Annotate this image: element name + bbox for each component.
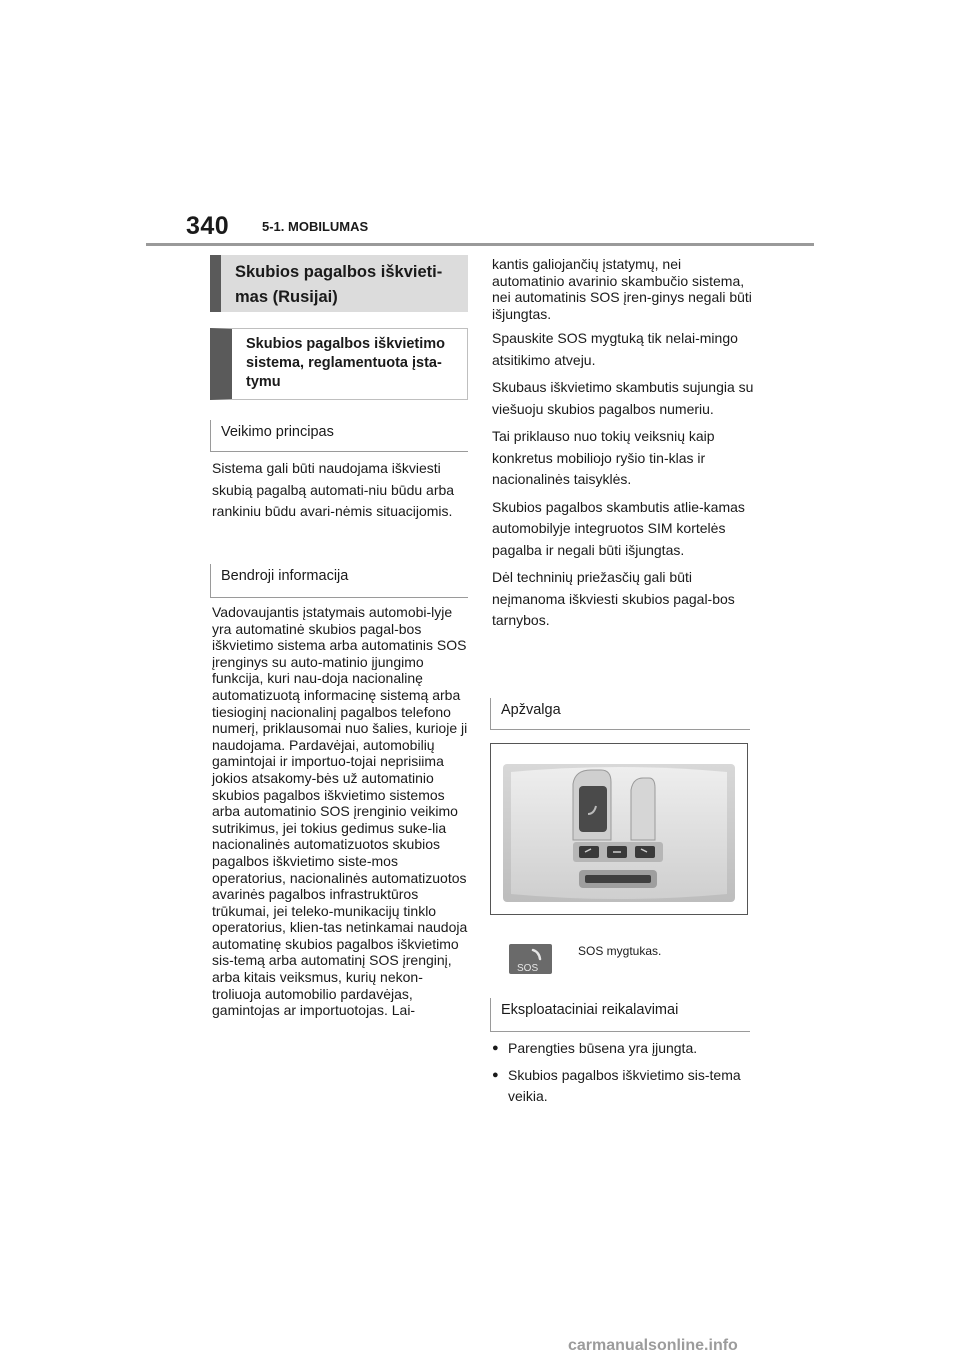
figure-caption: SOS mygtukas.: [578, 944, 662, 958]
paragraph-continued: kantis galiojančių įstatymų, nei automatinio avarinio skambučio sistema, nei automatinis SOS įren-ginys negali būti išjungtas.: [492, 256, 752, 322]
subheading-overview: Apžvalga: [490, 698, 750, 730]
requirements-list: [492, 1038, 754, 1113]
list-item: ● Parengties būsena yra įjungta.: [492, 1038, 754, 1060]
sos-icon-label: SOS: [517, 963, 539, 974]
paragraph-general-info: Vadovaujantis įstatymais automobi-lyje yra automatinė skubios pagal-bos iškvietimo sistema arba automatinis SOS įrenginys su auto-matinio įjungimo funkcija, kuri nau-doja nacionalinę automatizuotą informacinę sistemą arba tiesioginį nacionalinį pagalbos telefono numerį, priklausomai nuo šalies, kurioje ji naudojama. Pardavėjai, automobilių gamintojai ir importuo-tojai neprisiima jokios atsakomy-bės už automatinio skubios pagalbos iškvietimo sistemos arba automatinio SOS įrenginio veikimo sutrikimus, jei tokius gedimus suke-lia nacionalinės automatizuotos skubios pagalbos iškvietimo siste-mos operatorius, nacionalinės automatizuotos avarinės pagalbos infrastruktūros trūkumai, jei teleko-munikacijų tinklo operatorius, klien-tas netinkamai naudoja automatinę skubios pagalbos iškvietimo sis-temą arba automatinį SOS įrenginį, arba kitais veiksmus, kurių nekon-troliuoja automobilio pardavėjas, gamintojas ar importuotojas. Lai-: [212, 604, 468, 1019]
overhead-console-illustration: [491, 744, 747, 914]
right-column-text: [492, 256, 754, 638]
phone-icon: [509, 944, 552, 974]
subheading-principle: Veikimo principas: [210, 420, 468, 452]
paragraph-depends: Tai priklauso nuo tokių veiksnių kaip konkretus mobiliojo ryšio tin-klas ir nacionalinės taisyklės.: [492, 428, 715, 488]
overhead-console-figure: [490, 743, 748, 915]
section-heading: Skubios pagalbos iškvieti-mas (Rusijai): [210, 255, 468, 312]
header-rule: [146, 243, 814, 246]
paragraph-technical: Dėl techninių priežasčių gali būti neįmanoma iškviesti skubios pagal-bos tarnybos.: [492, 569, 735, 629]
subheading-general-info: Bendroji informacija: [210, 564, 468, 598]
paragraph-sos-press: Spauskite SOS mygtuką tik nelai-mingo atsitikimo atveju.: [492, 330, 738, 368]
sos-button-icon: [509, 944, 552, 974]
section-label: 5-1. MOBILUMAS: [262, 219, 369, 234]
list-item: ● Skubios pagalbos iškvietimo sis-tema veikia.: [492, 1065, 754, 1108]
paragraph-principle: Sistema gali būti naudojama iškviesti skubią pagalbą automati-niu būdu arba rankiniu būdu avari-nėmis situacijomis.: [212, 460, 455, 519]
watermark: carmanualsonline.info: [568, 1337, 738, 1354]
subsection-heading: Skubios pagalbos iškvietimo sistema, reglamentuota įsta-tymu: [210, 328, 468, 400]
subheading-operating-requirements: Eksploataciniai reikalavimai: [490, 998, 750, 1032]
paragraph-call-connect: Skubaus iškvietimo skambutis sujungia su viešuoju skubios pagalbos numeriu.: [492, 379, 754, 417]
paragraph-sim-card: Skubios pagalbos skambutis atlie-kamas automobilyje integruotos SIM kortelės pagalba ir negali būti išjungtas.: [492, 498, 745, 558]
page-number: 340: [186, 212, 230, 240]
